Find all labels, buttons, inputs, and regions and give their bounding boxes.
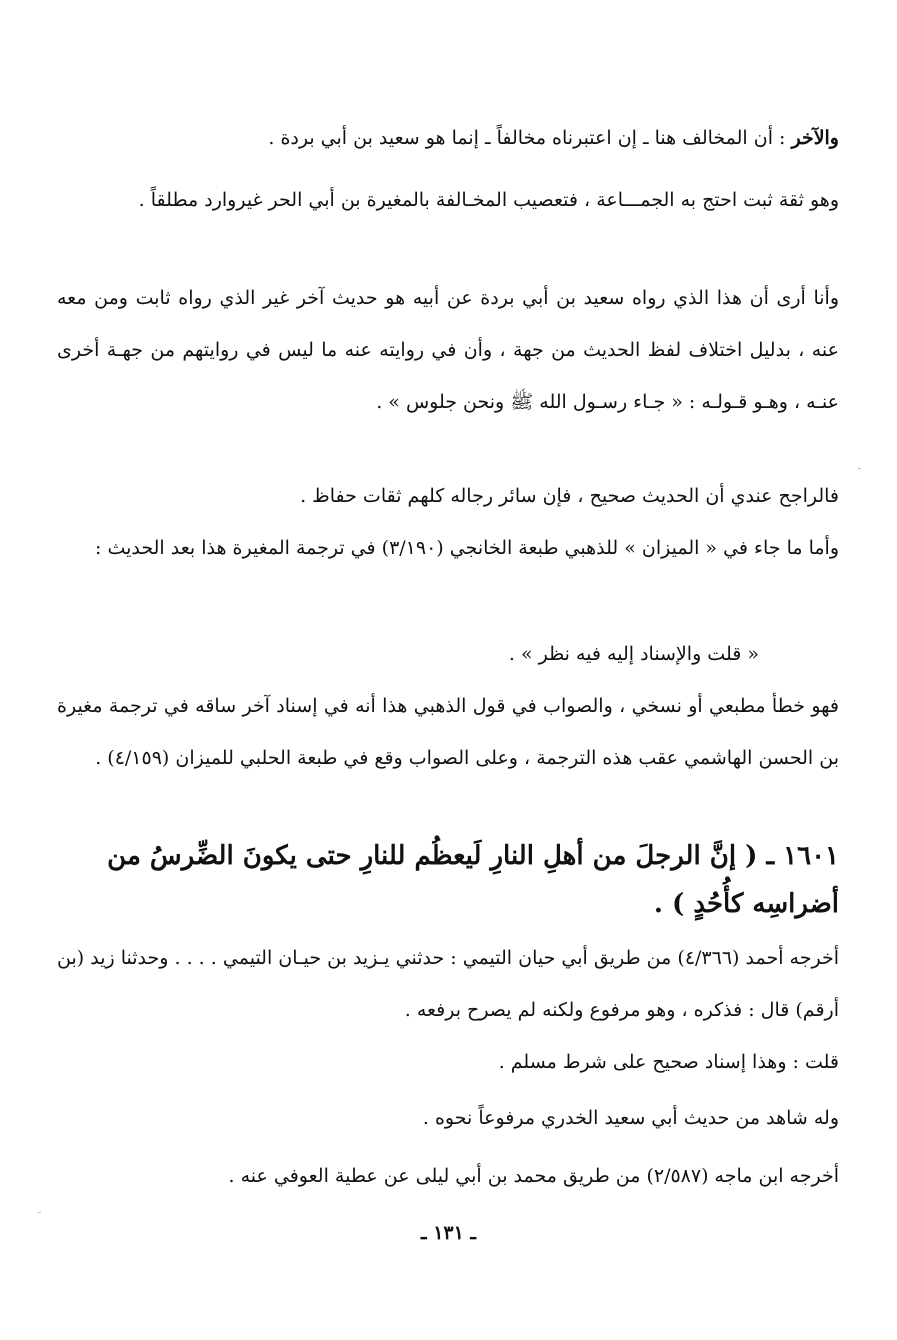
page-number: ـ ١٣١ ـ — [421, 1222, 476, 1244]
paragraph-takhrij-ahmad: أخرجه أحمد (٤/٣٦٦) من طريق أبي حيان التيمي : حدثني يـزيد بن حيـان التيمي . . . . وحدثنا زيد (بن أرقم) قال : فذكره ، وهو مرفوع ولكنه لم يصرح برفعه . — [57, 947, 840, 1021]
paragraph-isnad-sahih: قلت : وهذا إسناد صحيح على شرط مسلم . — [498, 1051, 839, 1073]
paragraph-takhrij-ibn-majah: أخرجه ابن ماجه (٢/٥٨٧) من طريق محمد بن أبي ليلى عن عطية العوفي عنه . — [228, 1165, 839, 1187]
paragraph-lead-word: والآخر — [791, 127, 839, 149]
paragraph-text: : أن المخالف هنا ـ إن اعتبرناه مخالفاً ـ إنما هو سعيد بن أبي بردة . — [268, 127, 792, 149]
paragraph-correction: فهو خطأ مطبعي أو نسخي ، والصواب في قول الذهبي هذا أنه في إسناد آخر ساقه في ترجمة مغيرة بن الحسن الهاشمي عقب هذه الترجمة ، وعلى الصواب وقع في طبعة الحلبي للميزان (٤/١٥٩) . — [57, 695, 839, 769]
paragraph-mizan-reference: وأما ما جاء في « الميزان » للذهبي طبعة الخانجي (٣/١٩٠) في ترجمة المغيرة هذا بعد الحديث : — [95, 537, 839, 559]
paragraph-shahid: وله شاهد من حديث أبي سعيد الخدري مرفوعاً نحوه . — [422, 1107, 839, 1129]
hadith-heading: ١٦٠١ ـ ( إنَّ الرجلَ من أهلِ النارِ لَيعظُم للنارِ حتى يكونَ الضِّرسُ من أضراسِه كأُحُدٍ ) . — [107, 841, 839, 919]
paragraph-conclusion: فالراجح عندي أن الحديث صحيح ، فإن سائر رجاله كلهم ثقات حفاظ . — [300, 485, 839, 507]
paragraph-my-opinion: وأنا أرى أن هذا الذي رواه سعيد بن أبي بردة عن أبيه هو حديث آخر غير الذي رواه ثابت ومن معه عنه ، بدليل اختلاف لفظ الحديث من جهة ، وأن في روايته عنه ما ليس في روايتهم من جهـة أخرى عنـه ، وهـو قـولـه : « جـاء رسـول الله ﷺ ونحن جلوس » . — [57, 287, 839, 413]
scan-speck — [858, 468, 861, 469]
paragraph-other-view — [57, 112, 839, 164]
paragraph-quote: « قلت والإسناد إليه فيه نظر » . — [508, 643, 759, 665]
paragraph-thiqa: وهو ثقة ثبت احتج به الجمـــاعة ، فتعصيب المخـالفة بالمغيرة بن أبي الحر غيروارد مطلقاً . — [138, 189, 839, 211]
scan-speck — [38, 1212, 41, 1213]
